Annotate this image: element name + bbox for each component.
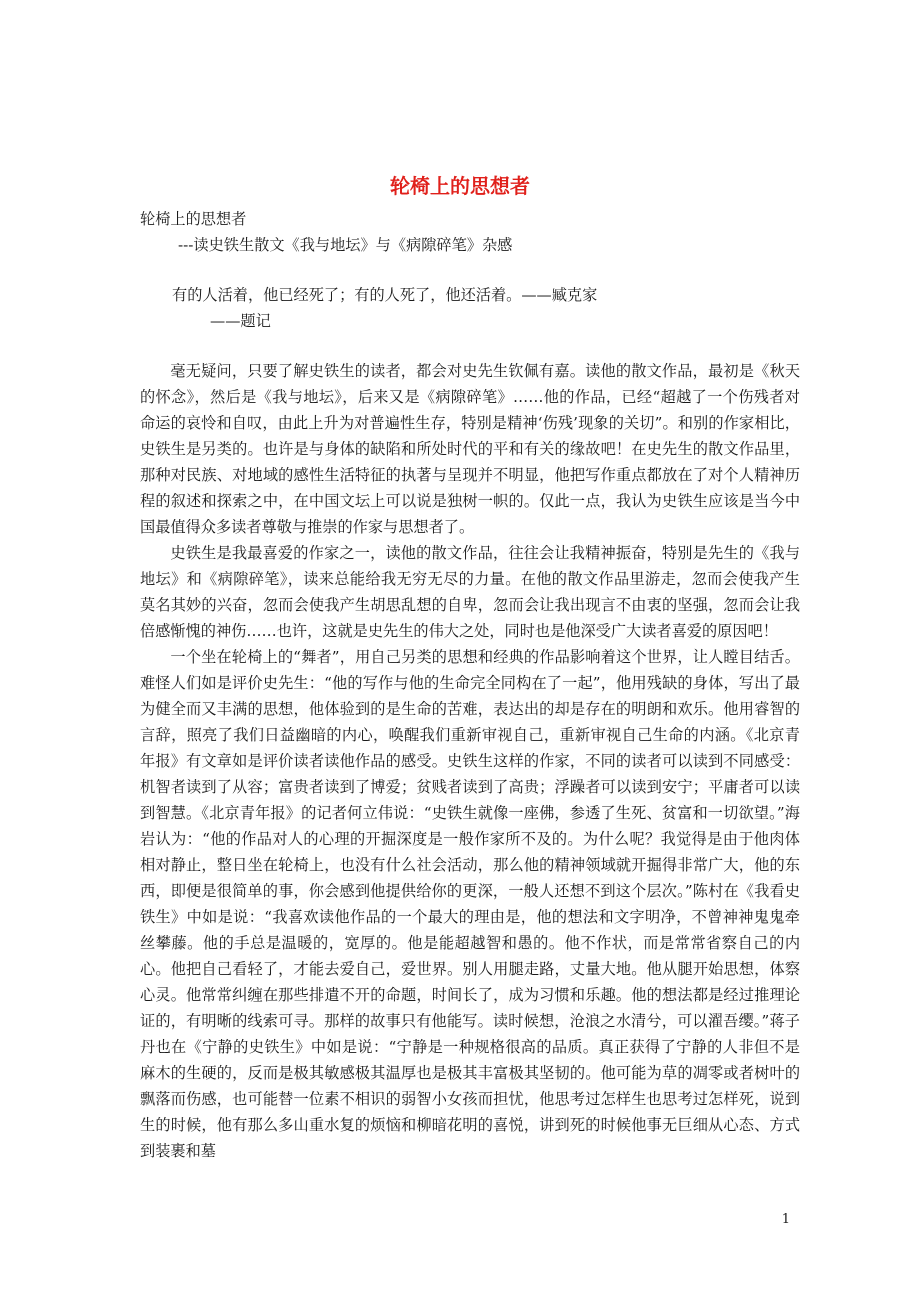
paragraph: 史铁生是我最喜爱的作家之一，读他的散文作品，往往会让我精神振奋，特别是先生的《我与地坛》和《病隙碎笔》，读来总能给我无穷无尽的力量。在他的散文作品里游走，忽而会使我产生莫名其妙的兴奋，忽而会使我产生胡思乱想的自卑，忽而会让我出现言不由衷的坚强，忽而会让我倍感惭愧的神伤……也许，这就是史先生的伟大之处，同时也是他深受广大读者喜爱的原因吧！ (140, 544, 800, 640)
epigraph-tag: ——题记 (210, 312, 271, 330)
paragraph: 毫无疑问，只要了解史铁生的读者，都会对史先生钦佩有嘉。读他的散文作品，最初是《秋天的怀念》，然后是《我与地坛》，后来又是《病隙碎笔》……他的作品，已经“超越了一个伤残者对命运的哀怜和自叹，由此上升为对普遍性生存，特别是精神‘伤残’现象的关切”。和别的作家相比，史铁生是另类的。也许是与身体的缺陷和所处时代的平和有关的缘故吧！在史先生的散文作品里，那种对民族、对地域的感性生活特征的执著与呈现并不明显，他把写作重点都放在了对个人精神历程的叙述和探索之中，在中国文坛上可以说是独树一帜的。仅此一点，我认为史铁生应该是当今中国最值得众多读者尊敬与推崇的作家与思想者了。 (140, 362, 800, 536)
page-number: 1 (781, 1212, 790, 1227)
article-text (140, 358, 800, 1164)
epigraph-quote: 有的人活着，他已经死了；有的人死了，他还活着。——臧克家 (172, 286, 598, 304)
epigraph (140, 282, 800, 334)
paragraph: 一个坐在轮椅上的“舞者”，用自己另类的思想和经典的作品影响着这个世界，让人瞠目结舌。难怪人们如是评价史先生：“他的写作与他的生命完全同构在了一起”，他用残缺的身体，写出了最为健全而又丰满的思想，他体验到的是生命的苦难，表达出的却是存在的明朗和欢乐。他用睿智的言辞，照亮了我们日益幽暗的内心，唤醒我们重新审视自己，重新审视自己生命的内涵。《北京青年报》有文章如是评价读者读他作品的感受。史铁生这样的作家，不同的读者可以读到不同感受：机智者读到了从容；富贵者读到了博爱；贫贱者读到了高贵；浮躁者可以读到安宁；平庸者可以读到智慧。《北京青年报》的记者何立伟说：“史铁生就像一座佛，参透了生死、贫富和一切欲望。”海岩认为：“他的作品对人的心理的开掘深度是一般作家所不及的。为什么呢？我觉得是由于他肉体相对静止，整日坐在轮椅上，也没有什么社会活动，那么他的精神领域就开掘得非常广大，他的东西，即便是很简单的事，你会感到他提供给你的更深，一般人还想不到这个层次。”陈村在《我看史铁生》中如是说：“我喜欢读他作品的一个最大的理由是，他的想法和文字明净，不曾神神鬼鬼牵丝攀藤。他的手总是温暖的，宽厚的。他是能超越智和愚的。他不作状，而是常常省察自己的内心。他把自己看轻了，才能去爱自己，爱世界。别人用腿走路，丈量大地。他从腿开始思想，体察心灵。他常常纠缠在那些排遣不开的命题，时间长了，成为习惯和乐趣。他的想法都是经过推理论证的，有明晰的线索可寻。那样的故事只有他能写。读时候想，沧浪之水清兮，可以濯吾缨。”蒋子丹也在《宁静的史铁生》中如是说：“宁静是一种规格很高的品质。真正获得了宁静的人非但不是麻木的生硬的，反而是极其敏感极其温厚也是极其丰富极其坚韧的。他可能为草的凋零或者树叶的飘落而伤感，也可能替一位素不相识的弱智小女孩而担忧，他思考过怎样生也思考过怎样死，说到生的时候，他有那么多山重水复的烦恼和柳暗花明的喜悦，讲到死的时候他事无巨细从心态、方式到装裹和墓 (140, 648, 800, 1160)
article-heading: 轮椅上的思想者 (140, 210, 247, 228)
article-subtitle: ---读史铁生散文《我与地坛》与《病隙碎笔》杂感 (178, 236, 513, 254)
document-body (140, 206, 800, 1164)
page-title: 轮椅上的思想者 (390, 174, 530, 198)
